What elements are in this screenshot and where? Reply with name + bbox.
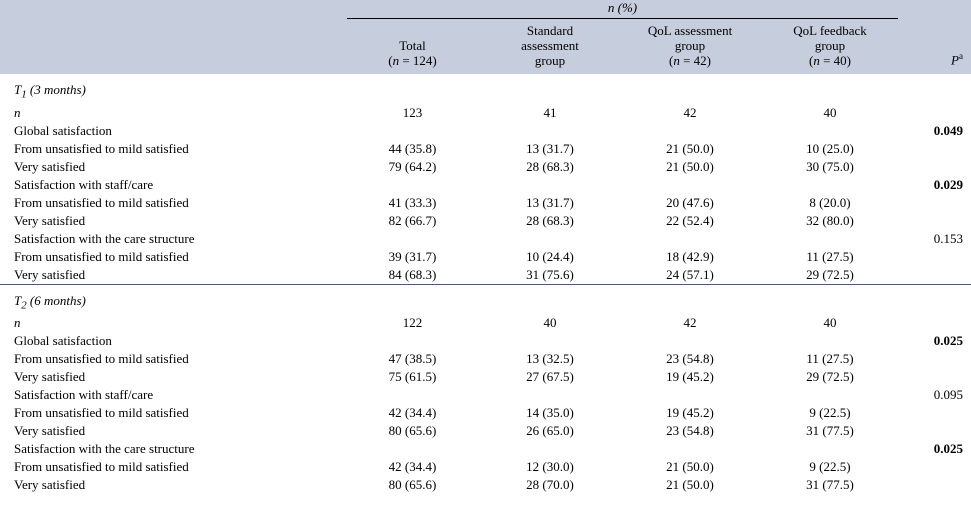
- header-p-footnote-marker: a: [959, 50, 963, 61]
- table-row: [0, 350, 971, 368]
- cell-p-value: 0.153: [933, 230, 963, 246]
- cell-total: 42 (34.4): [388, 459, 437, 475]
- cell-standard: [480, 122, 620, 140]
- cell-qol-feedback: 11 (27.5): [806, 351, 854, 367]
- span-header-label: n (%): [607, 0, 638, 15]
- cell-p-value: 0.029: [933, 176, 963, 192]
- table-row: [0, 266, 971, 284]
- cell-qol-assessment: 23 (54.8): [666, 351, 714, 367]
- cell-p-value: 0.095: [933, 387, 963, 403]
- cell-p-value: 0.025: [933, 441, 963, 457]
- row-label: n: [14, 104, 21, 120]
- cell-p-value: [900, 314, 971, 332]
- table-header: [0, 0, 971, 74]
- section-title: [0, 285, 345, 315]
- cell-p-value: [900, 140, 971, 158]
- cell-total: 79 (64.2): [388, 158, 437, 174]
- cell-p-value: [900, 350, 971, 368]
- cell-qol-feedback: 9 (22.5): [809, 405, 851, 421]
- cell-standard: [480, 176, 620, 194]
- cell-p-value: [900, 212, 971, 230]
- cell-total: 84 (68.3): [388, 266, 437, 282]
- table-row: [0, 104, 971, 122]
- cell-qol-feedback: [760, 386, 900, 404]
- cell-total: [345, 386, 480, 404]
- cell-qol-assessment: 21 (50.0): [666, 477, 714, 493]
- row-label: Satisfaction with staff/care: [14, 387, 154, 403]
- table-row: [0, 422, 971, 440]
- table-row: [0, 248, 971, 266]
- header-label-col: [0, 23, 345, 74]
- table-row: [0, 476, 971, 494]
- cell-qol-assessment: 21 (50.0): [666, 158, 714, 174]
- header-p-label: P: [951, 52, 959, 67]
- cell-qol-assessment: 19 (45.2): [666, 405, 714, 421]
- span-header-row: [0, 0, 971, 23]
- cell-total: 75 (61.5): [388, 369, 437, 385]
- cell-standard: 28 (68.3): [526, 158, 574, 174]
- section-title-row: [0, 285, 971, 315]
- section-title-blank: [900, 74, 971, 104]
- cell-qol-assessment: [620, 122, 760, 140]
- cell-qol-feedback: 29 (72.5): [806, 369, 854, 385]
- cell-qol-feedback: [760, 230, 900, 248]
- header-total: [345, 23, 480, 74]
- cell-qol-assessment: [620, 332, 760, 350]
- table-row: [0, 194, 971, 212]
- cell-total: 44 (35.8): [388, 140, 437, 156]
- section-title-blank: [620, 74, 760, 104]
- row-label: Very satisfied: [14, 158, 86, 174]
- cell-standard: 14 (35.0): [526, 405, 574, 421]
- table-row: [0, 122, 971, 140]
- cell-qol-feedback: 29 (72.5): [806, 266, 854, 282]
- cell-qol-feedback: 40: [823, 315, 837, 331]
- cell-qol-assessment: 42: [683, 104, 697, 120]
- cell-p-value: [900, 158, 971, 176]
- row-label: n: [14, 315, 21, 331]
- cell-qol-assessment: 23 (54.8): [666, 423, 714, 439]
- section-title: [0, 74, 345, 104]
- cell-total: [345, 440, 480, 458]
- table-row: [0, 230, 971, 248]
- cell-qol-assessment: 24 (57.1): [666, 266, 714, 282]
- row-label: Satisfaction with the care structure: [14, 230, 195, 246]
- header-qol-feedback: [760, 23, 900, 74]
- section-title-blank: [900, 285, 971, 315]
- cell-qol-assessment: 19 (45.2): [666, 369, 714, 385]
- row-label: Satisfaction with the care structure: [14, 441, 195, 457]
- row-label: From unsatisfied to mild satisfied: [14, 194, 189, 210]
- cell-p-value: [900, 104, 971, 122]
- table-body: [0, 74, 971, 494]
- cell-p-value: [900, 458, 971, 476]
- table-row: [0, 212, 971, 230]
- row-label: From unsatisfied to mild satisfied: [14, 459, 189, 475]
- cell-standard: 27 (67.5): [526, 369, 574, 385]
- header-standard: [480, 23, 620, 74]
- cell-p-value: [900, 422, 971, 440]
- row-label: Very satisfied: [14, 477, 86, 493]
- row-label: From unsatisfied to mild satisfied: [14, 405, 189, 421]
- cell-qol-feedback: 31 (77.5): [806, 477, 854, 493]
- header-standard-l2: assessment: [521, 38, 579, 53]
- table-row: [0, 332, 971, 350]
- row-label: From unsatisfied to mild satisfied: [14, 140, 189, 156]
- row-label: Global satisfaction: [14, 122, 112, 138]
- cell-qol-feedback: 10 (25.0): [806, 140, 854, 156]
- cell-p-value: [900, 368, 971, 386]
- cell-qol-assessment: 22 (52.4): [666, 212, 714, 228]
- section-title-blank: [480, 74, 620, 104]
- cell-qol-feedback: [760, 176, 900, 194]
- section-title-blank: [345, 74, 480, 104]
- table-row: [0, 158, 971, 176]
- cell-total: 39 (31.7): [388, 248, 437, 264]
- cell-qol-assessment: 42: [683, 315, 697, 331]
- header-total-label: Total: [399, 38, 426, 53]
- cell-total: [345, 122, 480, 140]
- cell-qol-assessment: [620, 230, 760, 248]
- header-standard-l3: group: [534, 53, 566, 68]
- cell-standard: 40: [543, 315, 557, 331]
- section-title-blank: [345, 285, 480, 315]
- cell-total: 82 (66.7): [388, 212, 437, 228]
- cell-qol-feedback: 30 (75.0): [806, 158, 854, 174]
- row-label: Very satisfied: [14, 369, 86, 385]
- table-row: [0, 404, 971, 422]
- cell-total: 42 (34.4): [388, 405, 437, 421]
- row-label: From unsatisfied to mild satisfied: [14, 248, 189, 264]
- row-label: Very satisfied: [14, 266, 86, 282]
- cell-total: 122: [402, 315, 423, 331]
- table-row: [0, 368, 971, 386]
- table-row: [0, 314, 971, 332]
- cell-p-value: 0.025: [933, 333, 963, 349]
- cell-qol-feedback: 31 (77.5): [806, 423, 854, 439]
- section-title-blank: [480, 285, 620, 315]
- cell-standard: 26 (65.0): [526, 423, 574, 439]
- cell-standard: [480, 386, 620, 404]
- header-total-n: (n = 124): [388, 53, 437, 68]
- cell-p-value: 0.049: [933, 122, 963, 138]
- span-header-rule: [347, 18, 898, 19]
- section-title-blank: [760, 74, 900, 104]
- cell-total: [345, 230, 480, 248]
- cell-qol-feedback: [760, 122, 900, 140]
- cell-qol-feedback: [760, 440, 900, 458]
- cell-standard: 13 (31.7): [526, 194, 574, 210]
- cell-p-value: [900, 248, 971, 266]
- cell-qol-assessment: [620, 176, 760, 194]
- cell-qol-feedback: 40: [823, 104, 837, 120]
- cell-total: 80 (65.6): [388, 477, 437, 493]
- cell-total: 47 (38.5): [388, 351, 437, 367]
- cell-qol-assessment: [620, 440, 760, 458]
- header-qf-l1: QoL feedback: [793, 23, 867, 38]
- header-p-blank: [900, 0, 971, 23]
- section-title-blank: [760, 285, 900, 315]
- cell-qol-assessment: 20 (47.6): [666, 194, 714, 210]
- cell-qol-assessment: 21 (50.0): [666, 140, 714, 156]
- section-title-text: (3 months): [26, 82, 86, 97]
- row-label: Very satisfied: [14, 212, 86, 228]
- cell-total: [345, 332, 480, 350]
- section-title-symbol: T: [14, 292, 22, 308]
- section-title-symbol: T: [14, 82, 22, 97]
- header-corner-blank: [0, 0, 345, 23]
- cell-qol-feedback: 32 (80.0): [806, 212, 854, 228]
- section-title-text: (6 months): [26, 292, 86, 308]
- table-row: [0, 458, 971, 476]
- section-title-row: [0, 74, 971, 104]
- cell-p-value: [900, 476, 971, 494]
- cell-standard: 31 (75.6): [526, 266, 574, 282]
- cell-p-value: [900, 194, 971, 212]
- cell-standard: 13 (31.7): [526, 140, 574, 156]
- row-label: Satisfaction with staff/care: [14, 176, 154, 192]
- cell-qol-feedback: 8 (20.0): [809, 194, 851, 210]
- cell-standard: 28 (70.0): [526, 477, 574, 493]
- cell-p-value: [900, 404, 971, 422]
- span-header-cell: [345, 0, 900, 23]
- header-qa-l2: group: [674, 38, 706, 53]
- row-label: From unsatisfied to mild satisfied: [14, 351, 189, 367]
- header-qol-assessment: [620, 23, 760, 74]
- section-title-blank: [620, 285, 760, 315]
- cell-qol-feedback: 9 (22.5): [809, 459, 851, 475]
- row-label: Very satisfied: [14, 423, 86, 439]
- cell-qol-feedback: [760, 332, 900, 350]
- cell-qol-feedback: 11 (27.5): [806, 248, 854, 264]
- cell-qol-assessment: [620, 386, 760, 404]
- cell-qol-assessment: 21 (50.0): [666, 459, 714, 475]
- cell-standard: 13 (32.5): [526, 351, 574, 367]
- header-pvalue: [900, 23, 971, 74]
- cell-total: [345, 176, 480, 194]
- cell-standard: 28 (68.3): [526, 212, 574, 228]
- section-title-subscript: 2: [21, 299, 27, 312]
- cell-total: 123: [402, 104, 423, 120]
- cell-standard: 12 (30.0): [526, 459, 574, 475]
- header-qa-n: (n = 42): [668, 53, 711, 68]
- cell-qol-assessment: 18 (42.9): [666, 248, 714, 264]
- cell-total: 41 (33.3): [388, 194, 437, 210]
- table-row: [0, 440, 971, 458]
- cell-standard: 10 (24.4): [526, 248, 574, 264]
- cell-standard: [480, 332, 620, 350]
- row-label: Global satisfaction: [14, 333, 112, 349]
- table-row: [0, 140, 971, 158]
- header-qf-n: (n = 40): [808, 53, 851, 68]
- table-row: [0, 386, 971, 404]
- cell-standard: [480, 440, 620, 458]
- cell-standard: [480, 230, 620, 248]
- header-qf-l2: group: [814, 38, 846, 53]
- section-title-subscript: 1: [21, 88, 27, 101]
- column-header-row: [0, 23, 971, 74]
- table-row: [0, 176, 971, 194]
- cell-standard: 41: [543, 104, 557, 120]
- cell-total: 80 (65.6): [388, 423, 437, 439]
- cell-p-value: [900, 266, 971, 284]
- header-qa-l1: QoL assessment: [647, 23, 733, 38]
- header-standard-l1: Standard: [526, 23, 574, 38]
